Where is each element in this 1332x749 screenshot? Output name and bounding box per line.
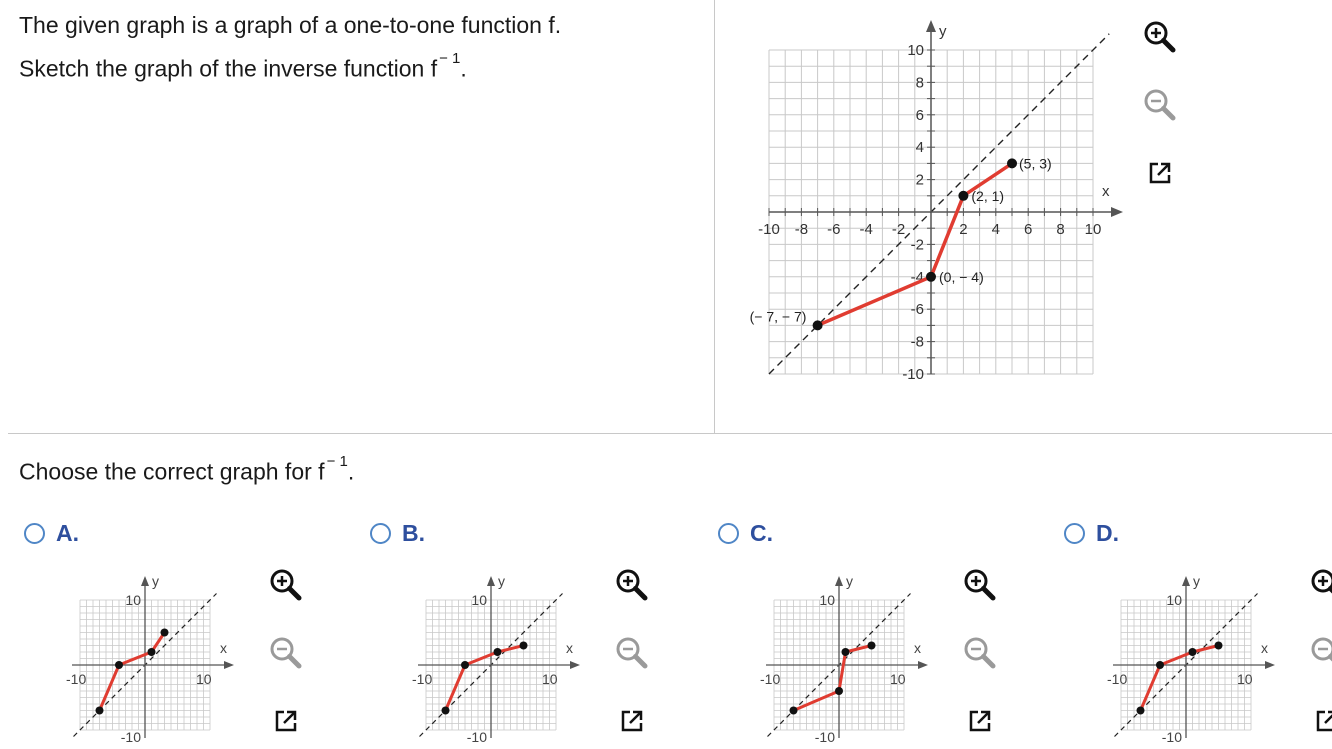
option-b-x-label: x bbox=[566, 640, 573, 656]
y-tick-label: 10 bbox=[907, 42, 924, 59]
option-point bbox=[461, 661, 469, 669]
option-c-graph bbox=[754, 566, 954, 749]
option-c-pop-out-button[interactable] bbox=[959, 700, 1001, 742]
mini-x-arrow bbox=[1265, 661, 1275, 669]
option-a-tick-10-x: 10 bbox=[196, 671, 212, 687]
option-point bbox=[115, 661, 123, 669]
pop-out-icon bbox=[1139, 152, 1181, 194]
zoom-out-icon bbox=[1139, 84, 1181, 126]
zoom-out-icon bbox=[265, 632, 307, 674]
option-a[interactable] bbox=[24, 520, 79, 547]
option-d-tick-neg10-y: -10 bbox=[1161, 729, 1182, 745]
choose-text: Choose the correct graph for f bbox=[19, 458, 325, 485]
horizontal-divider bbox=[8, 433, 1332, 434]
x-tick-label: -6 bbox=[827, 221, 841, 238]
option-c-tick-neg10-x: -10 bbox=[760, 671, 781, 687]
x-tick-label: -2 bbox=[891, 221, 906, 238]
x-tick-label: 4 bbox=[991, 221, 1000, 238]
option-d-label: D. bbox=[1096, 520, 1119, 546]
y-tick-label: 8 bbox=[915, 74, 924, 92]
y-axis-arrow bbox=[926, 20, 936, 32]
option-a-x-label: x bbox=[220, 640, 227, 656]
main-graph bbox=[735, 10, 1125, 390]
option-d-tick-10: 10 bbox=[1166, 592, 1182, 608]
option-b-zoom-in-button[interactable] bbox=[611, 564, 653, 606]
question-line-1: The given graph is a graph of a one-to-one function f. bbox=[19, 12, 562, 38]
point-label: (5, 3) bbox=[1019, 155, 1052, 172]
pop-out-icon bbox=[611, 700, 653, 742]
function-point bbox=[926, 272, 936, 282]
option-point bbox=[1215, 642, 1223, 650]
option-d-x-label: x bbox=[1261, 640, 1268, 656]
zoom-out-icon bbox=[1306, 632, 1332, 674]
option-d-tick-neg10-x: -10 bbox=[1107, 671, 1128, 687]
pop-out-icon bbox=[1306, 700, 1332, 742]
y-tick-label: -8 bbox=[910, 333, 924, 351]
option-point bbox=[161, 629, 169, 637]
question-line-2-period: . bbox=[460, 55, 467, 82]
option-c-y-label: y bbox=[846, 573, 853, 589]
mini-y-arrow bbox=[487, 576, 495, 586]
mini-x-arrow bbox=[918, 661, 928, 669]
option-a-zoom-out-button[interactable] bbox=[265, 632, 307, 674]
option-point bbox=[1137, 707, 1145, 715]
zoom-out-button[interactable] bbox=[1139, 84, 1181, 126]
option-d-pop-out-button[interactable] bbox=[1306, 700, 1332, 749]
option-d-graph bbox=[1101, 566, 1301, 749]
mini-y-arrow bbox=[141, 576, 149, 586]
y-tick-label: 4 bbox=[915, 139, 924, 157]
zoom-in-button[interactable] bbox=[1139, 16, 1181, 58]
option-c-x-label: x bbox=[914, 640, 921, 656]
point-label: (0, − 4) bbox=[939, 268, 984, 285]
option-b-y-label: y bbox=[498, 573, 505, 589]
option-b-tick-10: 10 bbox=[471, 592, 487, 608]
option-d-zoom-out-button[interactable] bbox=[1306, 632, 1332, 674]
pop-out-icon bbox=[959, 700, 1001, 742]
option-a-y-label: y bbox=[152, 573, 159, 589]
radio-a[interactable] bbox=[24, 523, 45, 544]
option-d-y-label: y bbox=[1193, 573, 1200, 589]
function-point bbox=[1007, 158, 1017, 168]
option-a-zoom-in-button[interactable] bbox=[265, 564, 307, 606]
x-tick-label: -8 bbox=[794, 221, 809, 238]
mini-y-arrow bbox=[1182, 576, 1190, 586]
mini-x-arrow bbox=[570, 661, 580, 669]
y-tick-label: 2 bbox=[915, 171, 924, 189]
x-tick-label: -10 bbox=[758, 221, 780, 238]
choose-inverse-superscript: − 1 bbox=[326, 453, 348, 470]
x-tick-label: 2 bbox=[959, 221, 968, 238]
mini-y-arrow bbox=[835, 576, 843, 586]
radio-c[interactable] bbox=[718, 523, 739, 544]
zoom-in-icon bbox=[611, 564, 653, 606]
y-tick-label: -6 bbox=[910, 301, 924, 319]
x-tick-label: 6 bbox=[1024, 221, 1033, 238]
option-point bbox=[868, 642, 876, 650]
zoom-in-icon bbox=[959, 564, 1001, 606]
option-c-zoom-in-button[interactable] bbox=[959, 564, 1001, 606]
y-tick-label: -2 bbox=[910, 236, 924, 254]
option-a-tick-10: 10 bbox=[125, 592, 141, 608]
pop-out-button[interactable] bbox=[1139, 152, 1181, 194]
x-axis-arrow bbox=[1111, 207, 1123, 217]
zoom-out-icon bbox=[959, 632, 1001, 674]
pop-out-icon bbox=[265, 700, 307, 742]
option-point bbox=[790, 707, 798, 715]
option-point bbox=[842, 648, 850, 656]
point-label: (2, 1) bbox=[971, 187, 1005, 204]
option-point bbox=[148, 648, 156, 656]
option-d-zoom-in-button[interactable] bbox=[1306, 564, 1332, 606]
y-tick-label: -4 bbox=[910, 268, 924, 286]
option-b[interactable] bbox=[370, 520, 425, 547]
option-point bbox=[1156, 661, 1164, 669]
option-d-tick-10-x: 10 bbox=[1237, 671, 1253, 687]
function-point bbox=[813, 320, 823, 330]
option-point bbox=[1189, 648, 1197, 656]
option-d[interactable] bbox=[1064, 520, 1119, 547]
question-line-2-text: Sketch the graph of the inverse function f bbox=[19, 55, 438, 82]
option-a-pop-out-button[interactable] bbox=[265, 700, 307, 742]
option-c[interactable] bbox=[718, 520, 773, 547]
x-tick-label: 8 bbox=[1056, 221, 1065, 238]
option-b-tick-neg10-y: -10 bbox=[466, 729, 487, 745]
y-tick-label: -10 bbox=[902, 366, 924, 383]
x-tick-label: 10 bbox=[1084, 221, 1102, 238]
option-c-tick-10: 10 bbox=[819, 592, 835, 608]
option-c-tick-neg10-y: -10 bbox=[814, 729, 835, 745]
option-b-graph bbox=[406, 566, 606, 749]
option-a-tick-neg10-y: -10 bbox=[120, 729, 141, 745]
option-a-tick-neg10-x: -10 bbox=[66, 671, 87, 687]
x-axis-label: x bbox=[1102, 183, 1110, 200]
option-point bbox=[494, 648, 502, 656]
x-tick-label: -4 bbox=[859, 221, 873, 238]
zoom-out-icon bbox=[611, 632, 653, 674]
option-point bbox=[96, 707, 104, 715]
option-c-zoom-out-button[interactable] bbox=[959, 632, 1001, 674]
choose-prompt bbox=[19, 453, 355, 486]
radio-b[interactable] bbox=[370, 523, 391, 544]
y-tick-label: 6 bbox=[915, 106, 924, 124]
option-a-graph bbox=[60, 566, 260, 749]
option-b-tick-neg10-x: -10 bbox=[412, 671, 433, 687]
option-point bbox=[442, 707, 450, 715]
option-b-pop-out-button[interactable] bbox=[611, 700, 653, 742]
zoom-in-icon bbox=[1306, 564, 1332, 606]
option-b-tick-10-x: 10 bbox=[542, 671, 558, 687]
zoom-in-icon bbox=[1139, 16, 1181, 58]
radio-d[interactable] bbox=[1064, 523, 1085, 544]
option-point bbox=[835, 687, 843, 695]
mini-x-arrow bbox=[224, 661, 234, 669]
option-b-zoom-out-button[interactable] bbox=[611, 632, 653, 674]
y-axis-label: y bbox=[939, 23, 947, 40]
point-label: (− 7, − 7) bbox=[749, 308, 807, 325]
zoom-in-icon bbox=[265, 564, 307, 606]
function-point bbox=[958, 191, 968, 201]
inverse-superscript: − 1 bbox=[439, 50, 461, 67]
vertical-divider bbox=[714, 0, 715, 433]
option-a-label: A. bbox=[56, 520, 79, 546]
option-c-tick-10-x: 10 bbox=[890, 671, 906, 687]
option-b-label: B. bbox=[402, 520, 425, 546]
choose-period: . bbox=[347, 458, 355, 485]
option-c-label: C. bbox=[750, 520, 773, 546]
question-line-2 bbox=[19, 50, 467, 83]
option-point bbox=[520, 642, 528, 650]
